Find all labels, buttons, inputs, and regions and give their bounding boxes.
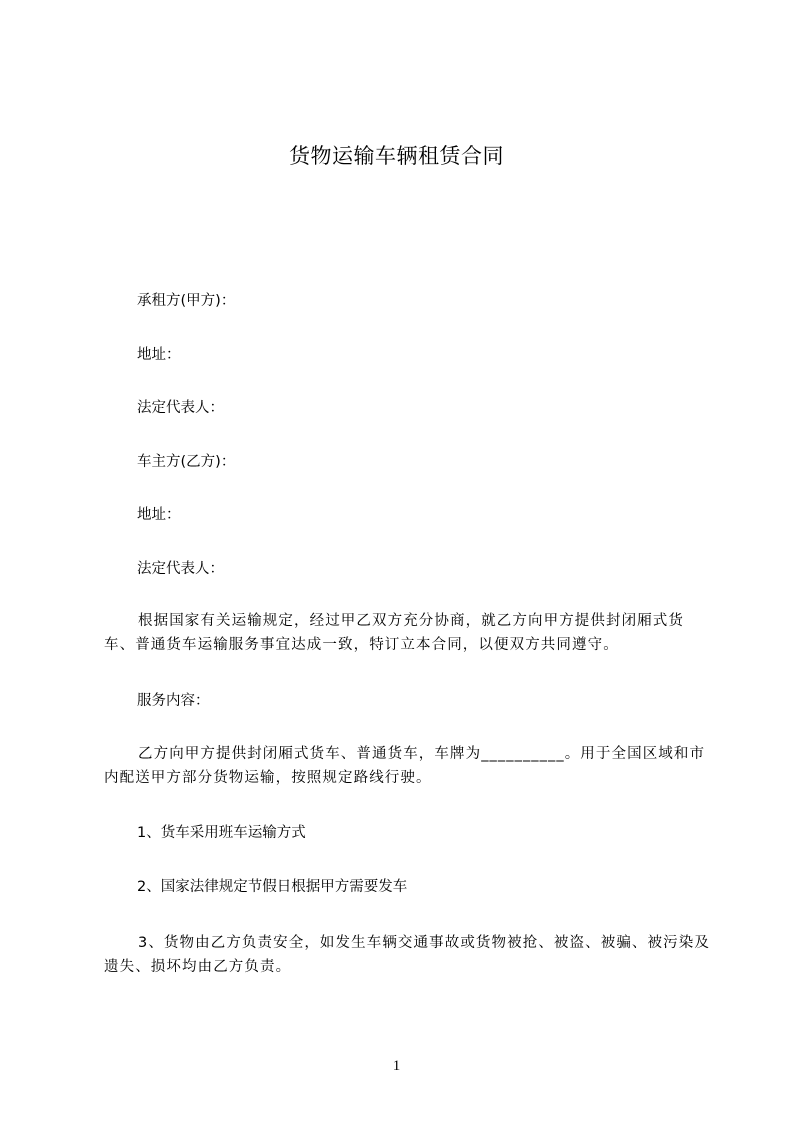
clause-item-1: 1、货车采用班车运输方式 xyxy=(137,825,306,841)
service-heading: 服务内容： xyxy=(137,693,210,709)
field-lessor: 车主方(乙方)： xyxy=(137,454,236,470)
field-lessee: 承租方(甲方)： xyxy=(137,293,236,309)
preamble-paragraph: 根据国家有关运输规定，经过甲乙双方充分协商，就乙方向甲方提供封闭厢式货车、普通货车运输服务事宜达成一致，特订立本合同，以便双方共同遵守。 xyxy=(104,613,684,653)
service-paragraph: 乙方向甲方提供封闭厢式货车、普通货车，车牌为__________。用于全国区域和市内配送甲方部分货物运输，按照规定路线行驶。 xyxy=(104,746,706,786)
document-title: 货物运输车辆租赁合同 xyxy=(289,144,504,168)
page-number: 1 xyxy=(392,1058,401,1074)
field-lessee-address: 地址： xyxy=(137,347,181,363)
clause-item-2: 2、国家法律规定节假日根据甲方需要发车 xyxy=(137,879,408,895)
field-lessor-representative: 法定代表人： xyxy=(137,561,224,577)
field-lessor-address: 地址： xyxy=(137,507,181,523)
field-lessee-representative: 法定代表人： xyxy=(137,400,224,416)
clause-item-3: 3、货物由乙方负责安全，如发生车辆交通事故或货物被抢、被盗、被骗、被污染及遗失、损坏均由乙方负责。 xyxy=(104,935,710,975)
